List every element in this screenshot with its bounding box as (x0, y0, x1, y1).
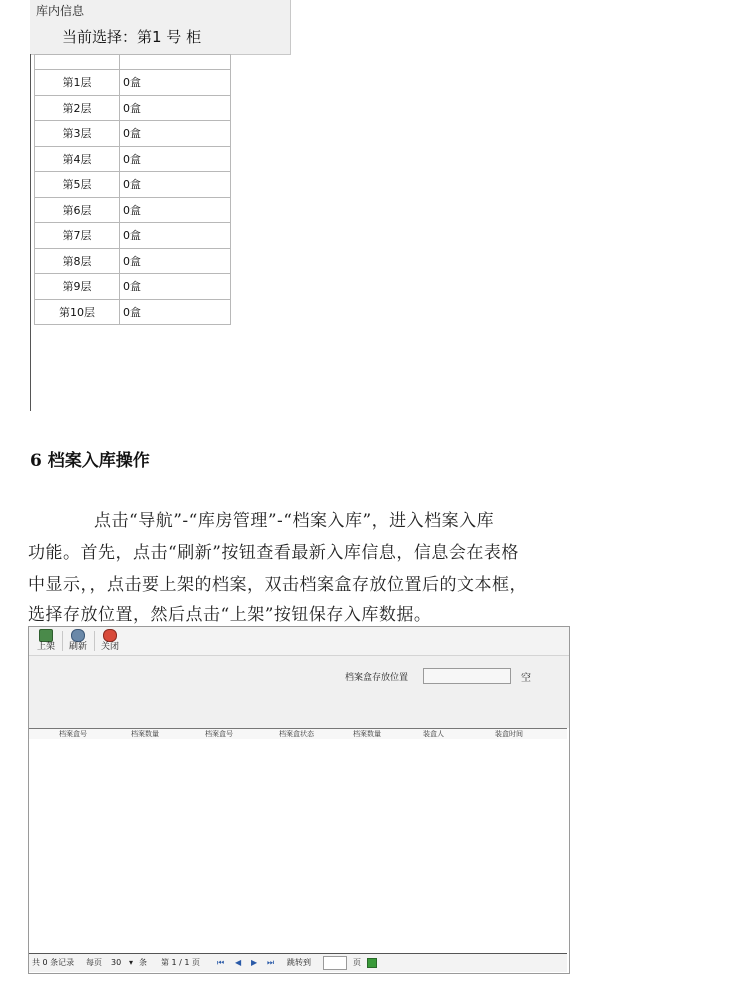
column-header[interactable]: 档案数量 (131, 730, 159, 738)
layer-cell: 第3层 (35, 121, 120, 147)
shelve-label: 上架 (36, 642, 55, 652)
inventory-info-panel (30, 0, 291, 55)
refresh-icon (71, 629, 85, 642)
toolbar (29, 627, 569, 656)
column-header[interactable]: 档案数量 (353, 730, 381, 738)
table-row[interactable] (35, 223, 231, 249)
shelve-button[interactable] (31, 628, 61, 654)
go-icon[interactable] (367, 958, 377, 968)
paragraph-line: 点击“导航”-“库房管理”-“档案入库”，进入档案入库 (94, 511, 495, 531)
table-row[interactable] (35, 248, 231, 274)
location-filter-area (29, 656, 569, 728)
goto-page-label: 跳转到 (287, 958, 311, 967)
column-header[interactable]: 装盒人 (423, 730, 444, 738)
close-icon (103, 629, 117, 642)
box-count-cell: 0盒 (120, 70, 231, 96)
per-page-label: 每页 (86, 958, 102, 967)
column-header[interactable]: 装盒时间 (495, 730, 523, 738)
shelf-layer-table (34, 54, 231, 325)
total-records-text: 共 0 条记录 (32, 958, 75, 967)
layer-cell: 第9层 (35, 274, 120, 300)
box-count-cell: 0盒 (120, 95, 231, 121)
layer-cell: 第8层 (35, 248, 120, 274)
next-page-icon[interactable]: ▶ (251, 958, 258, 967)
location-status-text: 空 (521, 673, 531, 684)
box-count-cell: 0盒 (120, 223, 231, 249)
page-info-text: 第 1 / 1 页 (161, 958, 201, 967)
paragraph-line: 选择存放位置，然后点击“上架”按钮保存入库数据。 (28, 605, 432, 625)
close-button[interactable] (95, 628, 125, 654)
table-row[interactable] (35, 121, 231, 147)
pager-bar (29, 953, 567, 972)
prev-page-icon[interactable]: ◀ (235, 958, 242, 967)
paragraph-line: 中显示，，点击要上架的档案，双击档案盒存放位置后的文本框， (28, 575, 527, 595)
table-header-row (35, 55, 231, 70)
inventory-grid-border (30, 54, 31, 411)
section-heading: 6 档案入库操作 (30, 451, 150, 471)
layer-cell: 第5层 (35, 172, 120, 198)
layer-cell: 第2层 (35, 95, 120, 121)
box-location-input[interactable] (423, 668, 511, 684)
layer-cell: 第4层 (35, 146, 120, 172)
page-suffix-text: 页 (353, 958, 361, 967)
table-row[interactable] (35, 197, 231, 223)
goto-page-input[interactable] (323, 956, 347, 970)
header-cell (35, 55, 120, 70)
per-page-unit: 条 (139, 958, 147, 967)
archive-grid-body[interactable] (29, 739, 567, 953)
per-page-select[interactable]: 30 (111, 958, 122, 967)
refresh-button[interactable] (63, 628, 93, 654)
table-row[interactable] (35, 172, 231, 198)
close-label: 关闭 (100, 642, 119, 652)
column-header[interactable]: 档案盒状态 (279, 730, 314, 738)
first-page-icon[interactable]: ⏮ (217, 958, 225, 967)
header-cell (120, 55, 231, 70)
refresh-label: 刷新 (68, 642, 87, 652)
last-page-icon[interactable]: ⏭ (267, 958, 275, 967)
box-count-cell: 0盒 (120, 274, 231, 300)
layer-cell: 第7层 (35, 223, 120, 249)
box-location-label: 档案盒存放位置 (345, 673, 409, 683)
archive-shelving-window (28, 626, 570, 974)
column-header[interactable]: 档案盒号 (205, 730, 233, 738)
box-count-cell: 0盒 (120, 146, 231, 172)
paragraph-line: 功能。首先，点击“刷新”按钮查看最新入库信息，信息会在表格 (28, 543, 519, 563)
layer-cell: 第10层 (35, 299, 120, 325)
layer-cell: 第6层 (35, 197, 120, 223)
box-count-cell: 0盒 (120, 197, 231, 223)
current-selection-label: 当前选择：第1 号 柜 (62, 28, 202, 46)
box-count-cell: 0盒 (120, 299, 231, 325)
box-count-cell: 0盒 (120, 121, 231, 147)
layer-cell: 第1层 (35, 70, 120, 96)
column-header[interactable]: 档案盒号 (59, 730, 87, 738)
box-count-cell: 0盒 (120, 248, 231, 274)
table-row[interactable] (35, 299, 231, 325)
shelve-icon (39, 629, 53, 642)
chevron-down-icon[interactable]: ▾ (129, 958, 134, 967)
table-row[interactable] (35, 70, 231, 96)
table-row[interactable] (35, 146, 231, 172)
table-row[interactable] (35, 274, 231, 300)
table-row[interactable] (35, 95, 231, 121)
inventory-info-title: 库内信息 (36, 4, 85, 18)
box-count-cell: 0盒 (120, 172, 231, 198)
